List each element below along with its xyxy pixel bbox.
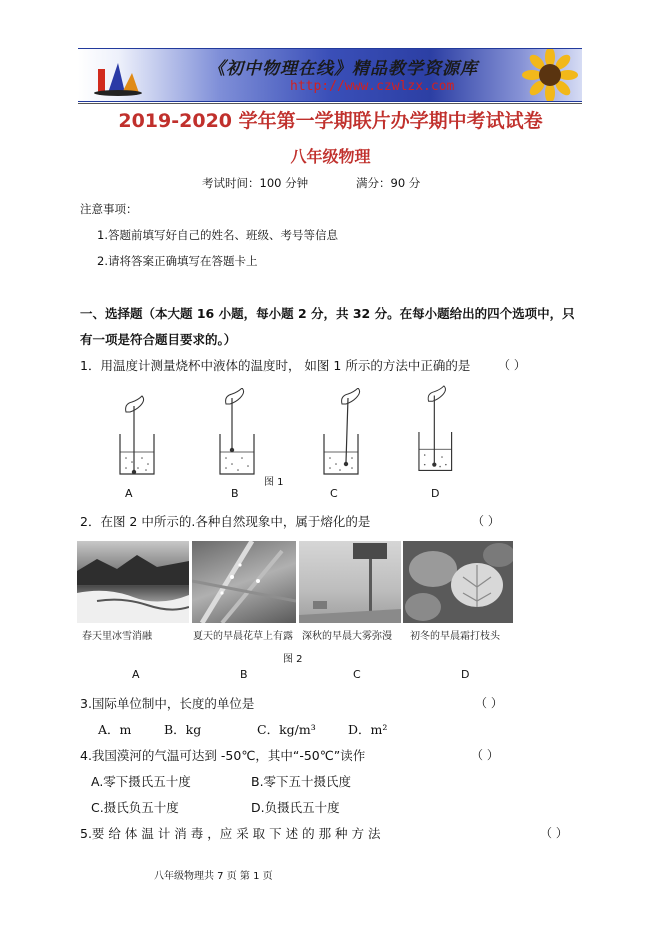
site-logo-icon (92, 55, 144, 97)
question-5-stem: 5.要 给 体 温 计 消 毒 ，应 采 取 下 述 的 那 种 方 法 (80, 826, 381, 841)
question-4-stem: 4.我国漠河的气温可达到 -50℃，其中“-50℃”读作 (80, 748, 366, 763)
notes-item: 1.答题前填写好自己的姓名、班级、考号等信息 (97, 228, 338, 242)
exam-score: 满分：90 分 (356, 176, 421, 190)
option-c: C．kg/m³ (257, 722, 316, 737)
option-a: A．m (98, 722, 132, 737)
option-b: B．kg (164, 722, 202, 737)
beaker-thermometer-c-icon (316, 388, 376, 484)
figure-2-label: 图 2 (283, 654, 303, 665)
exam-time: 考试时间：100 分钟 (202, 176, 309, 190)
answer-blank: （ ） (540, 826, 568, 840)
question-2-stem: 2．在图 2 中所示的.各种自然现象中，属于熔化的是 (80, 514, 371, 529)
beaker-thermometer-d-icon (412, 384, 472, 480)
question-1-stem: 1．用温度计测量烧杯中液体的温度时， 如图 1 所示的方法中正确的是 (80, 358, 471, 373)
option-label: B (231, 487, 239, 500)
banner-url: http://www.czwlzx.com (290, 79, 455, 94)
photo-caption: 初冬的早晨霜打枝头 (410, 631, 500, 642)
photo-dew-on-grass (192, 541, 296, 623)
option-a: A.零下摄氏五十度 (91, 774, 191, 789)
option-c: C.摄氏负五十度 (91, 800, 179, 815)
photo-fog (299, 541, 401, 623)
sunflower-icon (522, 48, 578, 102)
photo-melting-snow (77, 541, 189, 623)
beaker-thermometer-a-icon (112, 388, 172, 484)
option-label: D (431, 487, 440, 500)
exam-subtitle: 八年级物理 (290, 147, 371, 166)
answer-blank: （ ） (475, 696, 503, 710)
beaker-thermometer-b-icon (214, 388, 274, 484)
notes-heading: 注意事项： (80, 202, 138, 216)
photo-caption: 春天里冰雪消融 (82, 631, 152, 642)
option-label: D (461, 668, 470, 681)
photo-frost-leaves (403, 541, 513, 623)
answer-blank: （ ） (471, 748, 499, 762)
exam-title: 2019-2020 学年第一学期联片办学期中考试试卷 (118, 110, 543, 132)
photo-caption: 夏天的早晨花草上有露 (193, 631, 293, 642)
option-label: C (353, 668, 361, 681)
section-heading: 一、选择题（本大题 16 小题，每小题 2 分，共 32 分。在每小题给出的四个选项中，只 (80, 306, 575, 321)
figure-1-label: 图 1 (264, 477, 284, 488)
option-b: B.零下五十摄氏度 (251, 774, 352, 789)
option-d: D.负摄氏五十度 (251, 800, 340, 815)
banner-title: 《初中物理在线》精品教学资源库 (208, 59, 478, 79)
option-label: B (240, 668, 248, 681)
page-footer: 八年级物理共 7 页 第 1 页 (154, 871, 273, 882)
photo-caption: 深秋的早晨大雾弥漫 (302, 631, 392, 642)
option-label: A (132, 668, 140, 681)
answer-blank: （ ） (472, 514, 500, 528)
option-label: C (330, 487, 338, 500)
answer-blank: （ ） (498, 358, 526, 372)
section-heading-cont: 有一项是符合题目要求的。） (80, 332, 237, 347)
option-label: A (125, 487, 133, 500)
option-d: D．m² (348, 722, 388, 737)
header-divider (78, 103, 582, 104)
question-3-stem: 3.国际单位制中，长度的单位是 (80, 696, 255, 711)
header-banner (78, 48, 582, 102)
notes-item: 2.请将答案正确填写在答题卡上 (97, 254, 258, 268)
